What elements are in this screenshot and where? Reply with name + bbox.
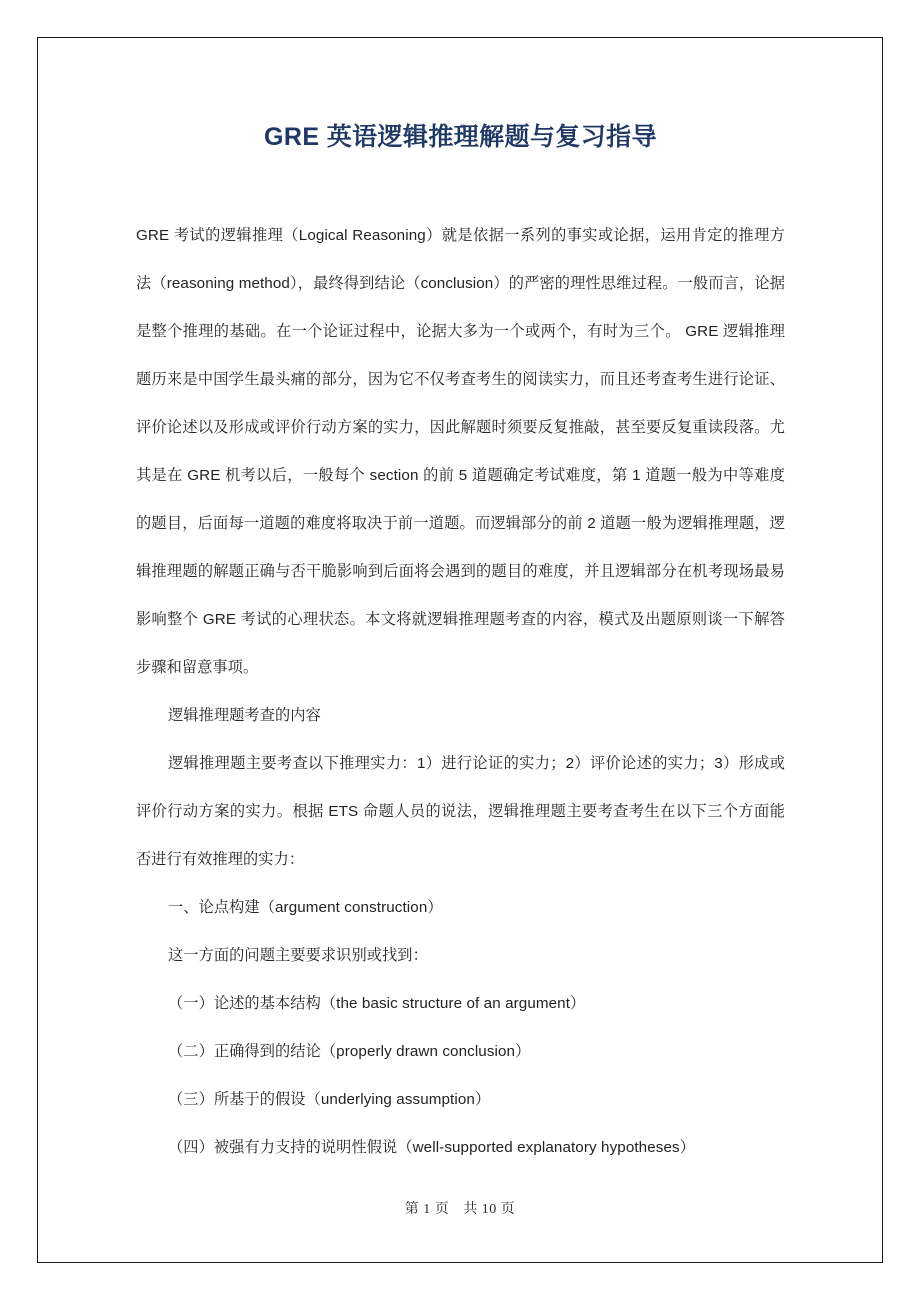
paragraph-intro: GRE 考试的逻辑推理（Logical Reasoning）就是依据一系列的事实或论据，运用肯定的推理方法（reasoning method），最终得到结论（conclusion）的严密的理性思维过程。一般而言，论据是整个推理的基础。在一个论证过程中，论据大多为一个或两个，有时为三个。 GRE 逻辑推理题历来是中国学生最头痛的部分，因为它不仅考查考生的阅读实力，而且还考查考生进行论证、评价论述以及形成或评价行动方案的实力，因此解题时须要反复推敲，甚至要反复重读段落。尤其是在 GRE 机考以后，一般每个 section 的前 5 道题确定考试难度，第 1 道题一般为中等难度的题目，后面每一道题的难度将取决于前一道题。而逻辑部分的前 2 道题一般为逻辑推理题，逻辑推理题的解题正确与否干脆影响到后面将会遇到的题目的难度，并且逻辑部分在机考现场最易影响整个 GRE 考试的心理状态。本文将就逻辑推理题考查的内容，模式及出题原则谈一下解答步骤和留意事项。: [136, 226, 785, 676]
paragraph-sub-one: （一）论述的基本结构（the basic structure of an argument）: [168, 994, 586, 1012]
paragraph-abilities: 逻辑推理题主要考查以下推理实力：1）进行论证的实力；2）评价论述的实力；3）形成或评价行动方案的实力。根据 ETS 命题人员的说法，逻辑推理题主要考查考生在以下三个方面能否进行有效推理的实力：: [136, 754, 785, 868]
paragraph-sub-two: （二）正确得到的结论（properly drawn conclusion）: [168, 1042, 531, 1060]
footer-current-page: 第 1 页: [404, 1202, 450, 1217]
page-title: GRE 英语逻辑推理解题与复习指导: [264, 123, 657, 151]
document-body: [136, 212, 785, 1172]
paragraph-section-heading-content: 逻辑推理题考查的内容: [168, 706, 321, 724]
footer-total-pages: 共 10 页: [463, 1202, 516, 1217]
page-footer: [37, 1198, 883, 1218]
paragraph-item-one: 一、论点构建（argument construction）: [168, 898, 443, 916]
paragraph-sub-four: （四）被强有力支持的说明性假说（well-supported explanatory hypotheses）: [168, 1138, 695, 1156]
document-content: [136, 37, 785, 1172]
paragraph-sub-three: （三）所基于的假设（underlying assumption）: [168, 1090, 491, 1108]
paragraph-item-one-lead: 这一方面的问题主要要求识别或找到：: [168, 946, 428, 964]
